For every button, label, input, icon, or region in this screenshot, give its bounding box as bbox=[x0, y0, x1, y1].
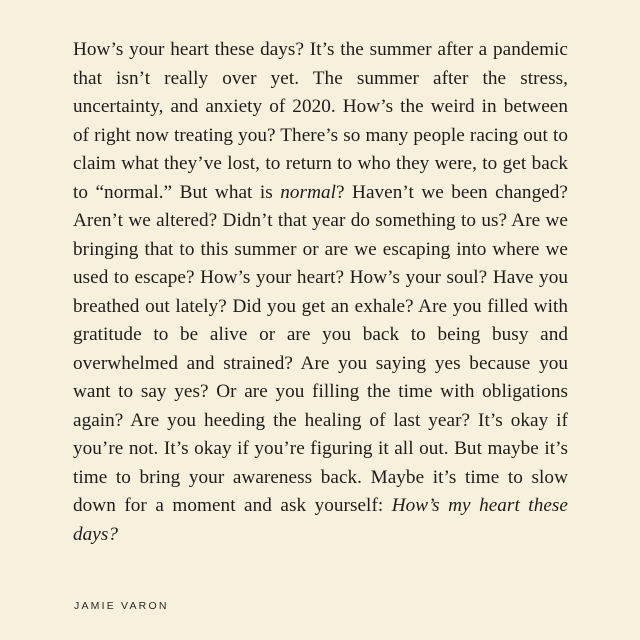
quote-text-part-2: ? Haven’t we been changed? Aren’t we altered? Didn’t that year do something to us? Are we bringing that to this summer or are we escaping into where we used to escape? How’s your heart? How’s your soul? Have you breathed out lately? Did you get an exhale? Are you filled with gratitude to be alive or are you back to being busy and overwhelmed and strained? Are you saying yes because you want to say yes? Or are you filling the time with obligations again? Are you heeding the healing of last year? It’s okay if you’re not. It’s okay if you’re figuring it all out. But maybe it’s time to bring your awareness back. Maybe it’s time to slow down for a moment and ask yourself: bbox=[73, 181, 568, 516]
quote-text-part-1: How’s your heart these days? It’s the summer after a pandemic that isn’t really over yet. The summer after the stress, uncertainty, and anxiety of 2020. How’s the weird in between of right now treating you? There’s so many people racing out to claim what they’ve lost, to return to who they were, to get back to “normal.” But what is bbox=[73, 39, 568, 203]
quote-text bbox=[73, 36, 568, 549]
quote-emphasis-closing: How’s my heart these days? bbox=[73, 495, 568, 545]
quote-emphasis-normal: normal bbox=[280, 181, 337, 203]
author-name: JAMIE VARON bbox=[74, 600, 169, 612]
